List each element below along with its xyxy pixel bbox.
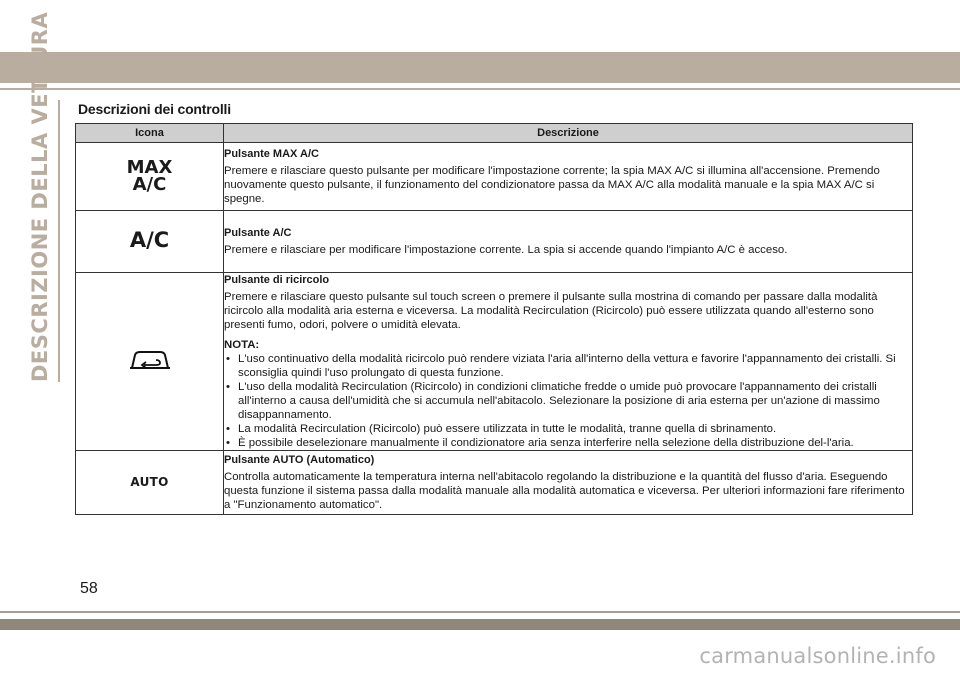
row-text: Premere e rilasciare per modificare l'impostazione corrente. La spia si accende quando l'impianto A/C è acceso.: [224, 244, 788, 256]
table-row: [76, 211, 913, 273]
description-cell: [224, 143, 913, 211]
list-item: • L'uso della modalità Recirculation (Ricircolo) in condizioni climatiche fredde o umide può provocare l'appannamento dei cristalli all'interno a causa dell'umidità che si accumula nell'abitacolo. Selezionare la posizione di aria esterna per un'azione di massimo disappannamento.: [224, 380, 912, 422]
bottom-divider: [0, 611, 960, 613]
row-title: Pulsante di ricircolo: [224, 274, 330, 286]
ac-icon: A/C: [129, 227, 170, 252]
bottom-decorative-band: [0, 619, 960, 630]
row-text: Premere e rilasciare questo pulsante sul touch screen o premere il pulsante sulla mostrina di comando per passare dalla modalità ricircolo alla modalità aria esterna e viceversa. La modalità Recirculation (Ricircolo) può essere utilizzata quando all'esterno sono presenti fumo, odori, polvere o umidità elevata.: [224, 291, 878, 331]
section-title: Descrizioni dei controlli: [78, 101, 231, 117]
chapter-side-rule: [58, 100, 60, 382]
top-divider: [0, 88, 960, 90]
list-item: • La modalità Recirculation (Ricircolo) può essere utilizzata in tutte le modalità, tranne quella di sbrinamento.: [224, 422, 912, 436]
table-row: [76, 451, 913, 515]
top-decorative-band: [0, 52, 960, 83]
note-label: NOTA:: [224, 339, 260, 351]
row-title: Pulsante A/C: [224, 227, 292, 239]
icon-cell: [76, 143, 224, 211]
header-description: Descrizione: [224, 124, 913, 143]
chapter-side-title-text: DESCRIZIONE DELLA VETTURA: [28, 11, 52, 382]
row-title: Pulsante AUTO (Automatico): [224, 454, 375, 466]
icon-cell: [76, 451, 224, 515]
header-icon: Icona: [76, 124, 224, 143]
list-item: • L'uso continuativo della modalità ricircolo può rendere viziata l'aria all'interno della vettura e favorire l'appannamento dei cristalli. Si sconsiglia quindi l'uso prolungato di questa funzione.: [224, 352, 912, 380]
row-text: Controlla automaticamente la temperatura interna nell'abitacolo regolando la distribuzione e la quantità del flusso d'aria. Eseguendo questa funzione il sistema passa dalla modalità manuale alla modalità automatica e viceversa. Per ulteriori informazioni fare riferimento a "Funzionamento automatico".: [224, 471, 905, 511]
icon-cell: [76, 273, 224, 451]
table-row: [76, 143, 913, 211]
page-number: 58: [80, 580, 98, 597]
row-title: Pulsante MAX A/C: [224, 148, 319, 160]
description-cell: [224, 451, 913, 515]
description-cell: [224, 273, 913, 451]
icon-cell: [76, 211, 224, 273]
description-cell: [224, 211, 913, 273]
list-item: • È possibile deselezionare manualmente il condizionatore aria senza interferire nella selezione della distribuzione del-l'aria.: [224, 436, 912, 450]
controls-table: [75, 123, 913, 515]
recirculation-icon: [126, 363, 174, 375]
watermark: carmanualsonline.info: [699, 644, 936, 668]
row-text: Premere e rilasciare questo pulsante per modificare l'impostazione corrente; la spia MAX A/C si illumina all'accensione. Premendo nuovamente questo pulsante, il funzionamento del condizionatore passa da MAX A/C alla modalità manuale e la spia MAX A/C si spegne.: [224, 165, 880, 205]
max-ac-icon: MAX A/C: [126, 157, 173, 195]
table-header-row: [76, 124, 913, 143]
auto-icon: AUTO: [130, 475, 169, 489]
table-row: [76, 273, 913, 451]
notes-list: [224, 352, 912, 450]
